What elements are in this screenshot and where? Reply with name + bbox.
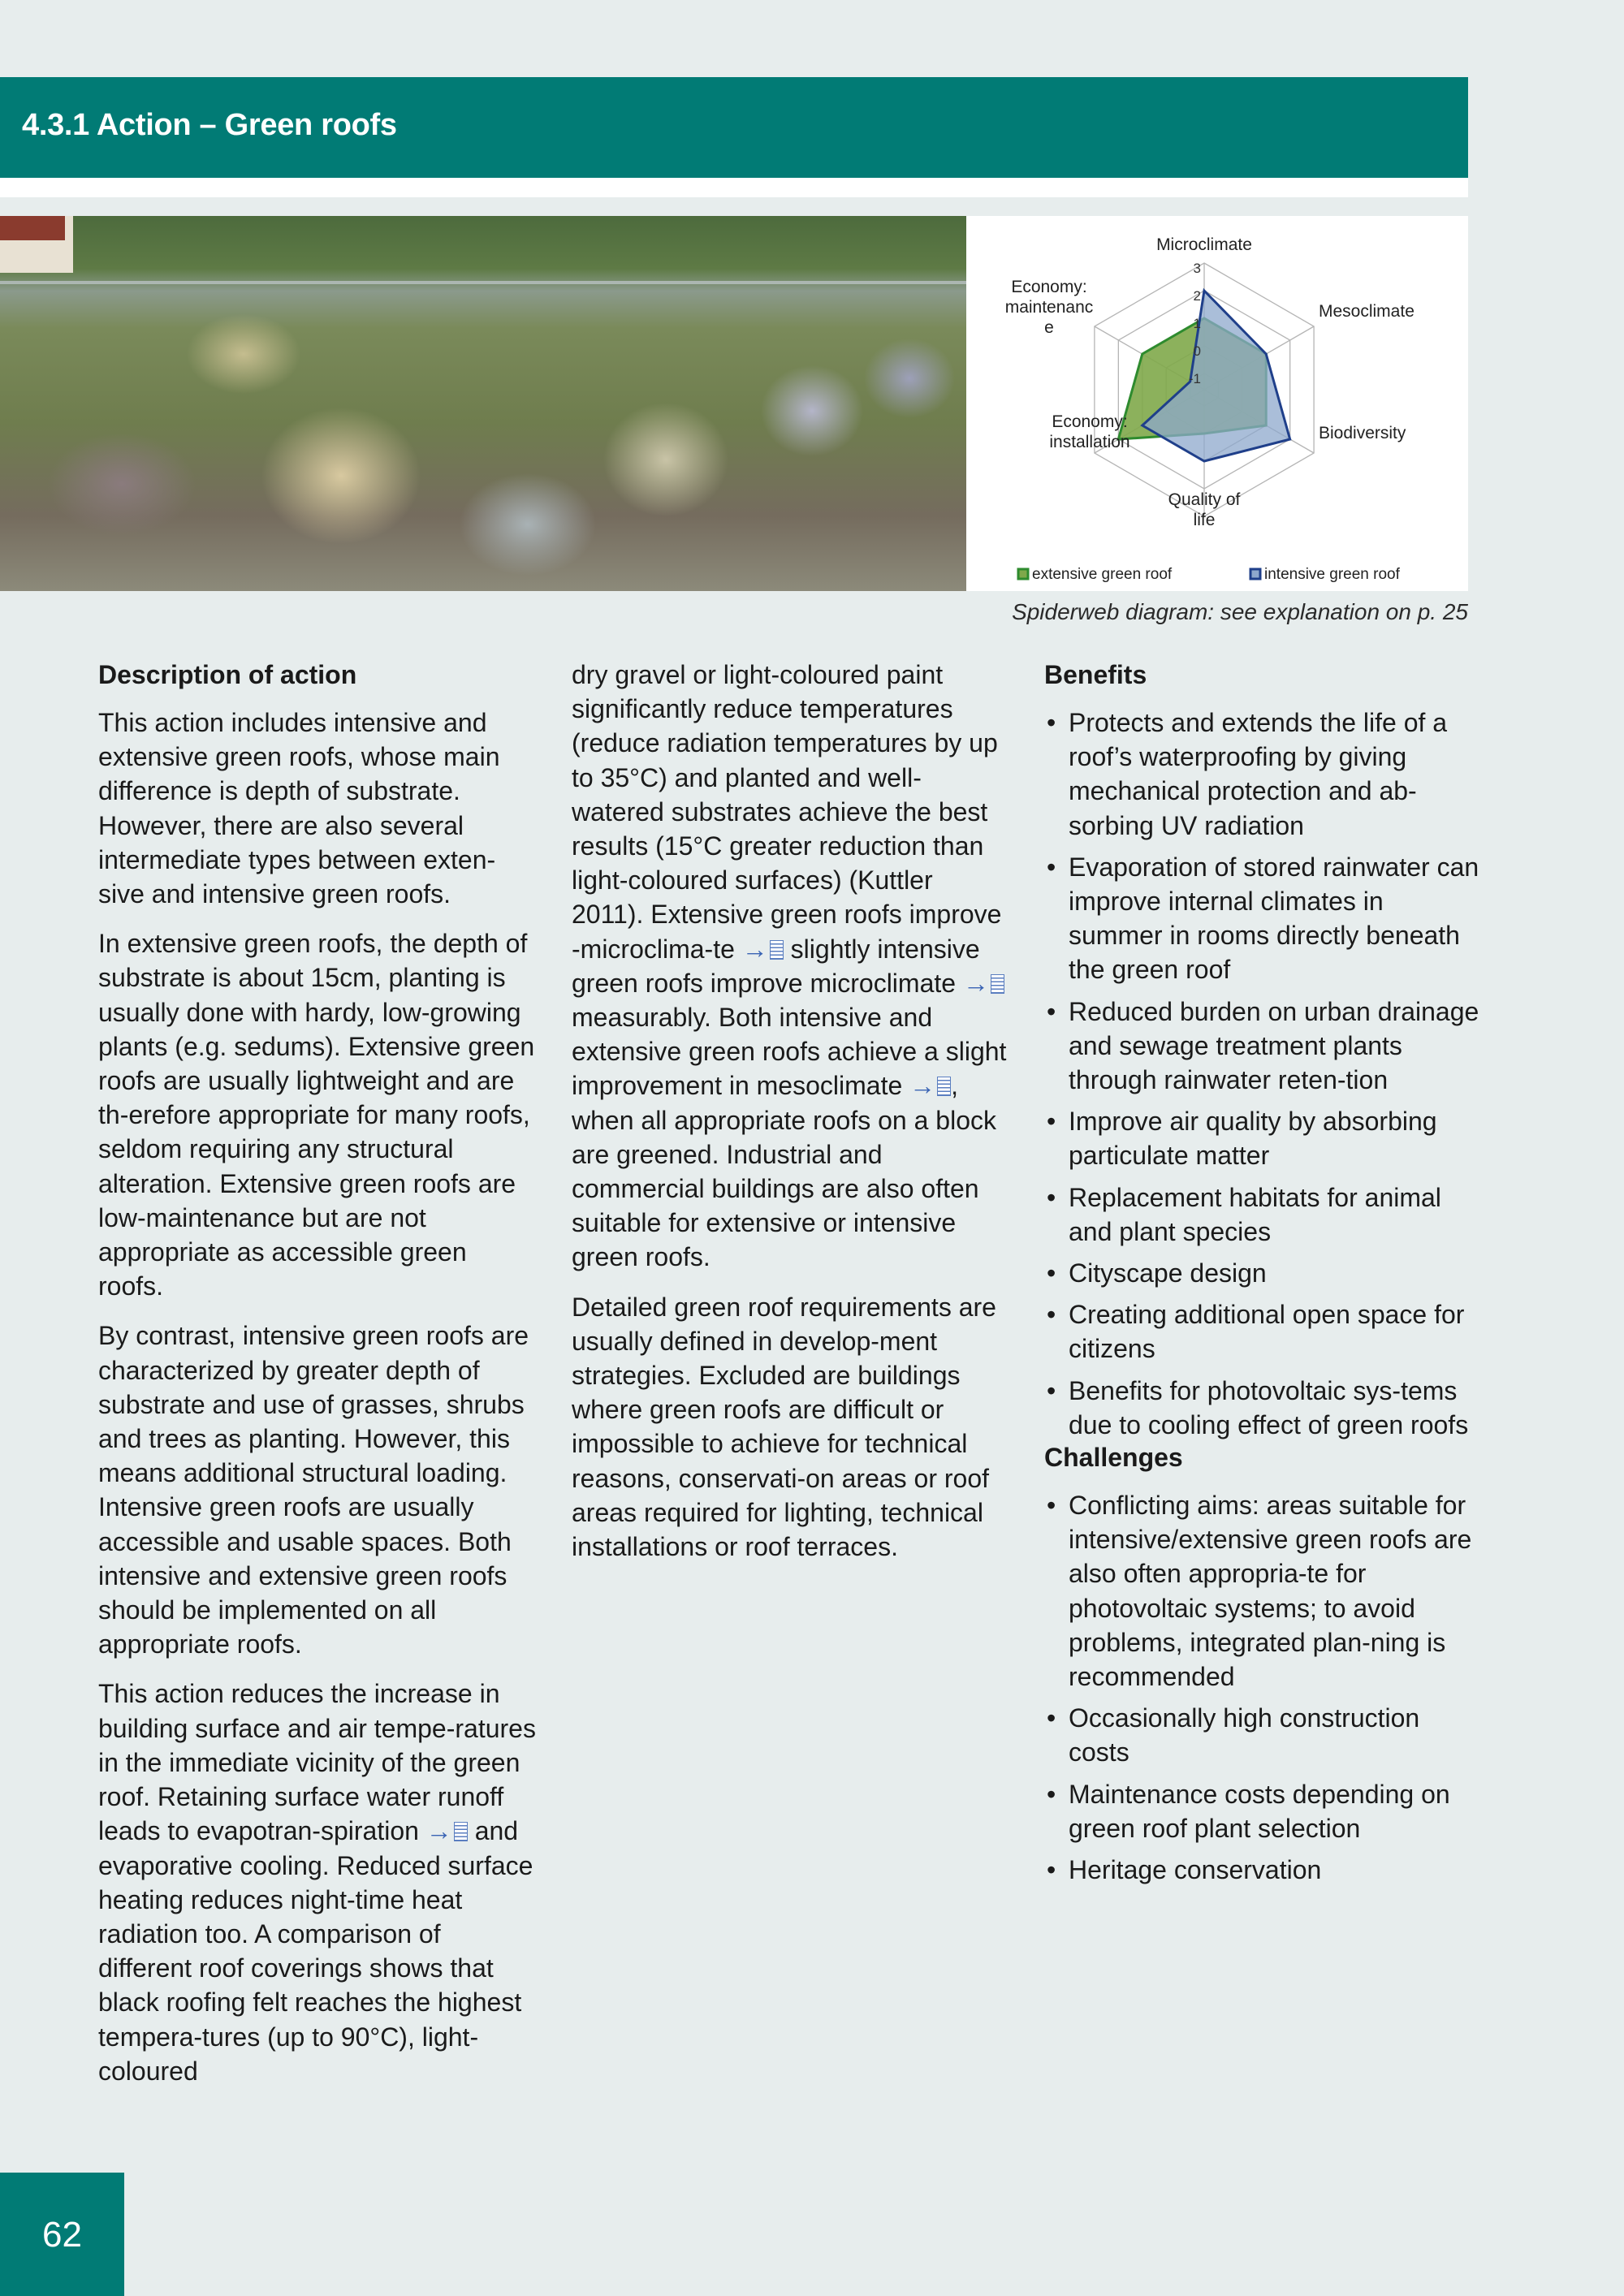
column-2 [572,658,1010,1579]
header-divider [0,178,1468,197]
column-3 [1044,658,1483,1895]
challenges-list [1044,1488,1483,1887]
legend-swatch [1018,569,1028,579]
figure-caption: Spiderweb diagram: see explanation on p. 25 [1012,599,1468,624]
description-heading: Description of action [98,660,357,689]
benefit-item: • Improve air quality by absorbing particulate matter [1044,1104,1483,1172]
green-roof-photo [0,216,966,591]
document-icon [991,974,1004,994]
description-paragraph: By contrast, intensive green roofs are characterized by greater depth of substrate and use of grasses, shrubs and trees as planting. However, this means additional structural loading. Intensive green roofs are usually accessible and usable spaces. Both intensive and extensive green roofs should be implemented on all appropriate roofs. [98,1321,529,1659]
description-paragraph [98,1677,537,2087]
challenge-item: • Conflicting aims: areas suitable for intensive/extensive green roofs are also often appropria-te for photovoltaic systems; to avoid problems, integrated plan-ning is recommended [1044,1488,1483,1694]
text-run: measurably. Both intensive and extensive green roofs achieve a slight improvement in mesoclimate [572,1003,1007,1101]
challenge-item: • Heritage conservation [1044,1853,1483,1887]
text-run: and evaporative cooling. Reduced surface heating reduces night-time heat radiation too. A comparison of different roof coverings shows that black roofing felt reaches the highest tempera-tures (up to 90°C), light-coloured [98,1816,533,2086]
benefit-item: • Creating additional open space for citizens [1044,1297,1483,1366]
tick-label: 1 [1193,316,1201,331]
document-icon [454,1822,468,1841]
section-header [0,77,1468,178]
challenge-item: • Occasionally high construction costs [1044,1701,1483,1769]
axis-label: installation [1049,433,1130,451]
benefit-item: • Protects and extends the life of a roof’s waterproofing by giving mechanical protection and ab-sorbing UV radiation [1044,706,1483,843]
photo-roof [0,216,65,240]
tick-label: 2 [1193,288,1201,304]
arrow-icon: → [909,1071,936,1101]
cross-reference-link[interactable] [963,969,1004,998]
arrow-icon: → [962,968,989,998]
challenges-heading: Challenges [1044,1443,1183,1473]
page-number: 62 [42,2215,82,2255]
axis-label: Economy: [1052,412,1128,431]
axis-label: Quality of [1168,490,1241,509]
description-paragraph: In extensive green roofs, the depth of substrate is about 15cm, planting is usually done with hardy, low-growing plants (e.g. sedums). Extensive green roofs are usually lightweight and are th-erefore appropriate for many roofs, seldom requiring any structural alteration. Extensive green roofs are low-maintenance but are not appropriate as accessible green roofs. [98,929,535,1301]
benefit-item: • Benefits for photovoltaic sys-tems due to cooling effect of green roofs [1044,1374,1483,1442]
description-paragraph: Detailed green roof requirements are usually defined in develop-ment strategies. Excluded are buildings where green roofs are difficult or impossible to achieve for technical reasons, conservati-on areas or roof areas required for lighting, technical installations or roof terraces. [572,1292,996,1562]
document-icon [937,1077,951,1096]
radar-chart-svg [966,216,1468,591]
cross-reference-link[interactable] [909,1071,951,1100]
legend-swatch [1250,569,1260,579]
tick-label: 3 [1193,261,1201,276]
axis-label: Biodiversity [1319,424,1406,442]
column-1 [98,658,537,2104]
spiderweb-chart [966,216,1468,591]
challenge-item: • Maintenance costs depending on green roof plant selection [1044,1777,1483,1845]
description-paragraph: This action includes intensive and extensive green roofs, whose main difference is depth of substrate. However, there are also several intermediate types between exten-sive and intensive green roofs. [98,708,500,909]
text-run: , when all appropriate roofs on a block are greened. Industrial and commercial buildings are also often suitable for extensive or intensive green roofs. [572,1071,996,1272]
text-run: dry gravel or light-coloured paint significantly reduce temperatures (reduce radiation temperatures by up to 35°C) and planted and well-watered substrates achieve the best results (15°C greater reduction than light-coloured surfaces) (Kuttler 2011). Extensive green roofs improve -microclima-te [572,660,1002,964]
legend-label: extensive green roof [1032,566,1173,583]
document-icon [770,940,784,960]
cross-reference-link[interactable] [742,934,784,964]
benefits-heading: Benefits [1044,660,1147,689]
tick-label: -1 [1188,371,1201,386]
tick-label: 0 [1193,343,1201,359]
benefit-item: • Cityscape design [1044,1256,1483,1290]
legend-label: intensive green roof [1264,566,1400,583]
axis-label: Microclimate [1156,235,1252,254]
photo-fence [0,281,966,284]
cross-reference-link[interactable] [426,1816,468,1845]
benefit-item: • Replacement habitats for animal and plant species [1044,1180,1483,1249]
axis-label: maintenanc [1004,298,1094,317]
benefits-list [1044,706,1483,1442]
section-title: 4.3.1 Action – Green roofs [22,108,397,142]
axis-label: e [1044,318,1054,337]
axis-label: life [1193,511,1216,529]
benefit-item: • Evaporation of stored rainwater can improve internal climates in summer in rooms directly beneath the green roof [1044,850,1483,987]
description-paragraph [572,658,1010,1275]
arrow-icon: → [741,934,768,964]
page-number-box [0,2173,124,2296]
axis-label: Mesoclimate [1319,302,1415,321]
text-run: slightly intensive green roofs improve microclimate [572,934,980,998]
axis-label: Economy: [1011,278,1087,296]
text-run: This action reduces the increase in building surface and air tempe-ratures in the immediate vicinity of the green roof. Retaining surface water runoff leads to evapotran-spiration [98,1679,536,1846]
arrow-icon: → [425,1816,452,1846]
benefit-item: • Reduced burden on urban drainage and sewage treatment plants through rainwater reten-tion [1044,995,1483,1098]
